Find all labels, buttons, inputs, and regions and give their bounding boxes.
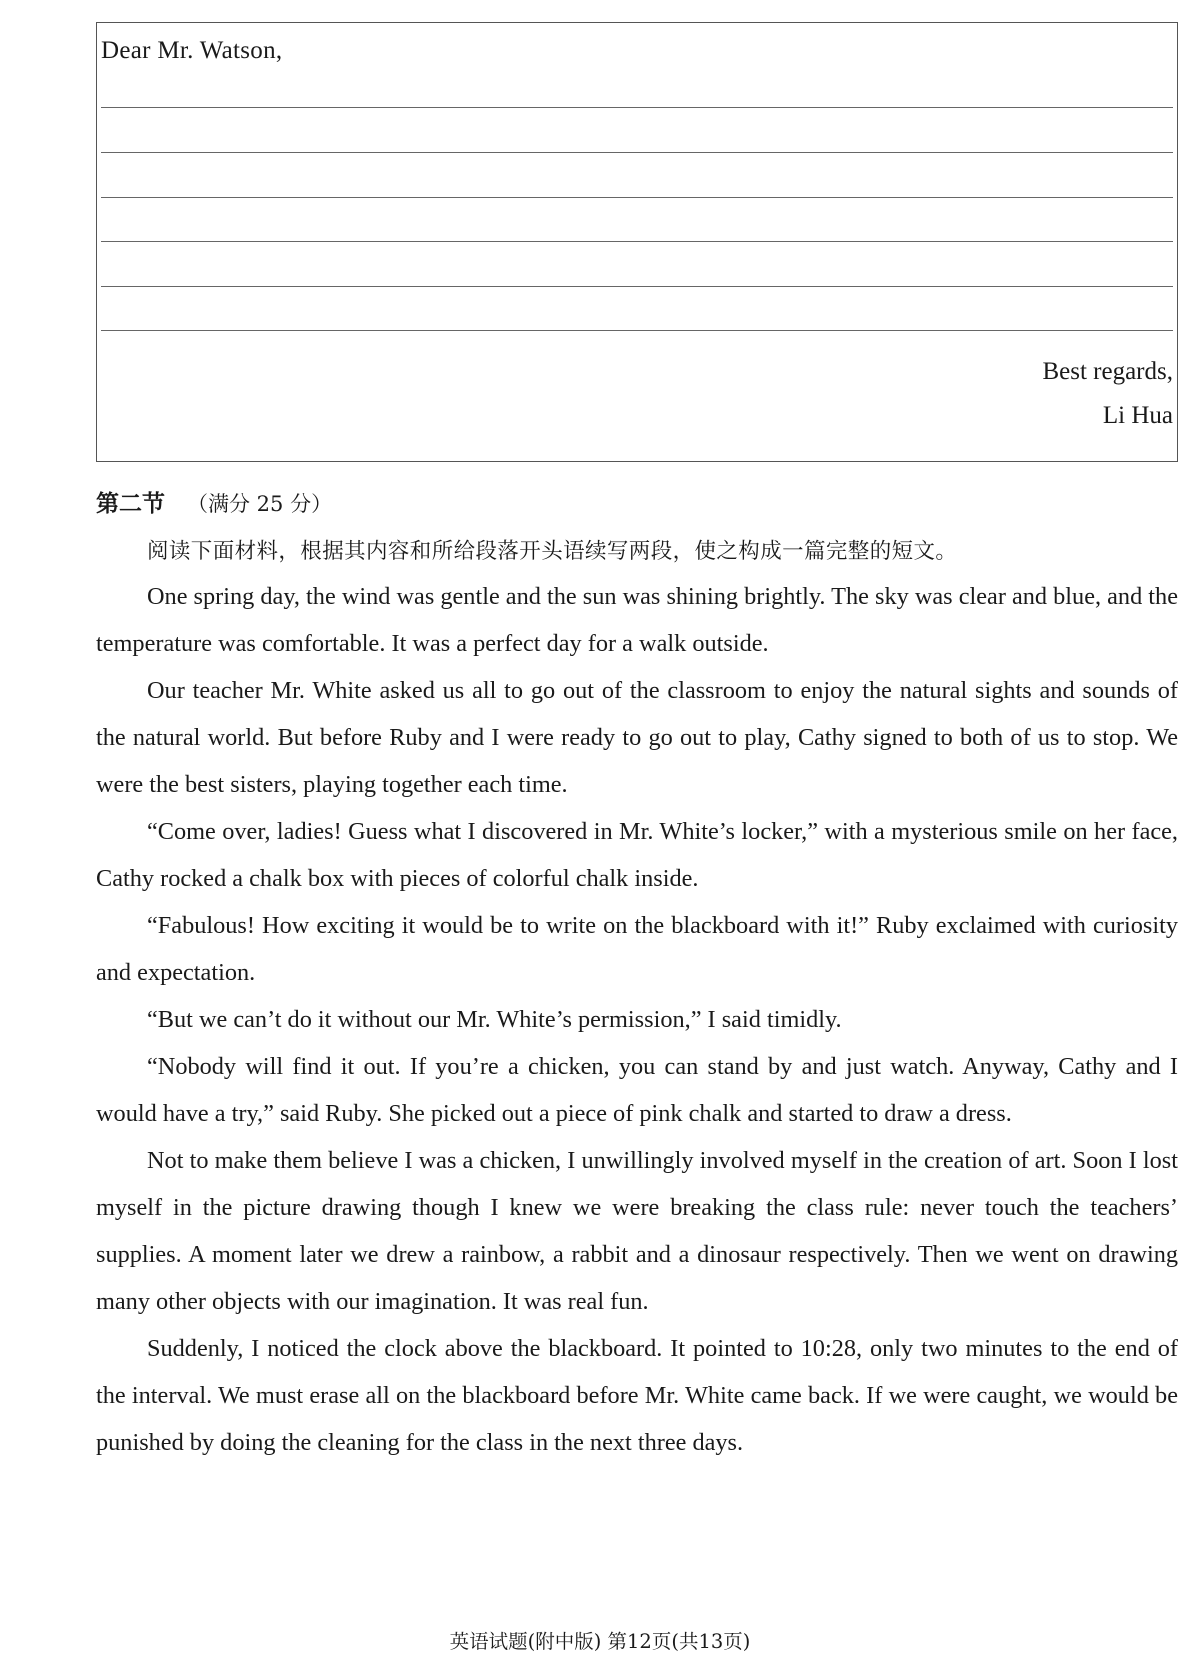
story-paragraph: “But we can’t do it without our Mr. White’s permission,” I said timidly. — [147, 1006, 842, 1033]
page-footer: 英语试题(附中版) 第12页(共13页) — [449, 1630, 751, 1653]
story-paragraph: One spring day, the wind was gentle and the sun was shining brightly. The sky was clear and blue, and the temperature was comfortable. It was a perfect day for a walk outside. — [96, 583, 1178, 657]
writing-line — [101, 241, 1173, 242]
story-paragraph: Suddenly, I noticed the clock above the blackboard. It pointed to 10:28, only two minutes to the end of the interval. We must erase all on the blackboard before Mr. White came back. If we were caught, we would be punished by doing the cleaning for the class in the next three days. — [96, 1335, 1178, 1456]
letter-closing: Best regards, — [1042, 358, 1173, 385]
writing-line — [101, 197, 1173, 198]
section-score: （满分 25 分） — [187, 492, 333, 516]
story-paragraph: “Fabulous! How exciting it would be to write on the blackboard with it!” Ruby exclaimed with curiosity and expectation. — [96, 912, 1178, 986]
section-heading — [96, 485, 332, 518]
letter-writing-box — [96, 22, 1178, 462]
letter-greeting: Dear Mr. Watson, — [101, 37, 283, 64]
writing-line — [101, 286, 1173, 287]
story-paragraph: Not to make them believe I was a chicken, I unwillingly involved myself in the creation of art. Soon I lost myself in the picture drawing though I knew we were breaking the class rule: never touch the teachers’ supplies. A moment later we drew a rainbow, a rabbit and a dinosaur respectively. Then we went on drawing many other objects with our imagination. It was real fun. — [96, 1147, 1178, 1315]
writing-line — [101, 152, 1173, 153]
section-instruction: 阅读下面材料，根据其内容和所给段落开头语续写两段，使之构成一篇完整的短文。 — [147, 539, 958, 564]
story-paragraph: “Come over, ladies! Guess what I discovered in Mr. White’s locker,” with a mysterious smile on her face, Cathy rocked a chalk box with pieces of colorful chalk inside. — [96, 818, 1178, 892]
story-text — [96, 573, 1178, 1466]
story-paragraph: Our teacher Mr. White asked us all to go out of the classroom to enjoy the natural sights and sounds of the natural world. But before Ruby and I were ready to go out to play, Cathy signed to both of us to stop. We were the best sisters, playing together each time. — [96, 677, 1178, 798]
story-paragraph: “Nobody will find it out. If you’re a chicken, you can stand by and just watch. Anyway, Cathy and I would have a try,” said Ruby. She picked out a piece of pink chalk and started to draw a dress. — [96, 1053, 1178, 1127]
writing-line — [101, 107, 1173, 108]
section-title: 第二节 — [96, 491, 165, 517]
letter-signature: Li Hua — [1102, 402, 1173, 429]
writing-line — [101, 330, 1173, 331]
